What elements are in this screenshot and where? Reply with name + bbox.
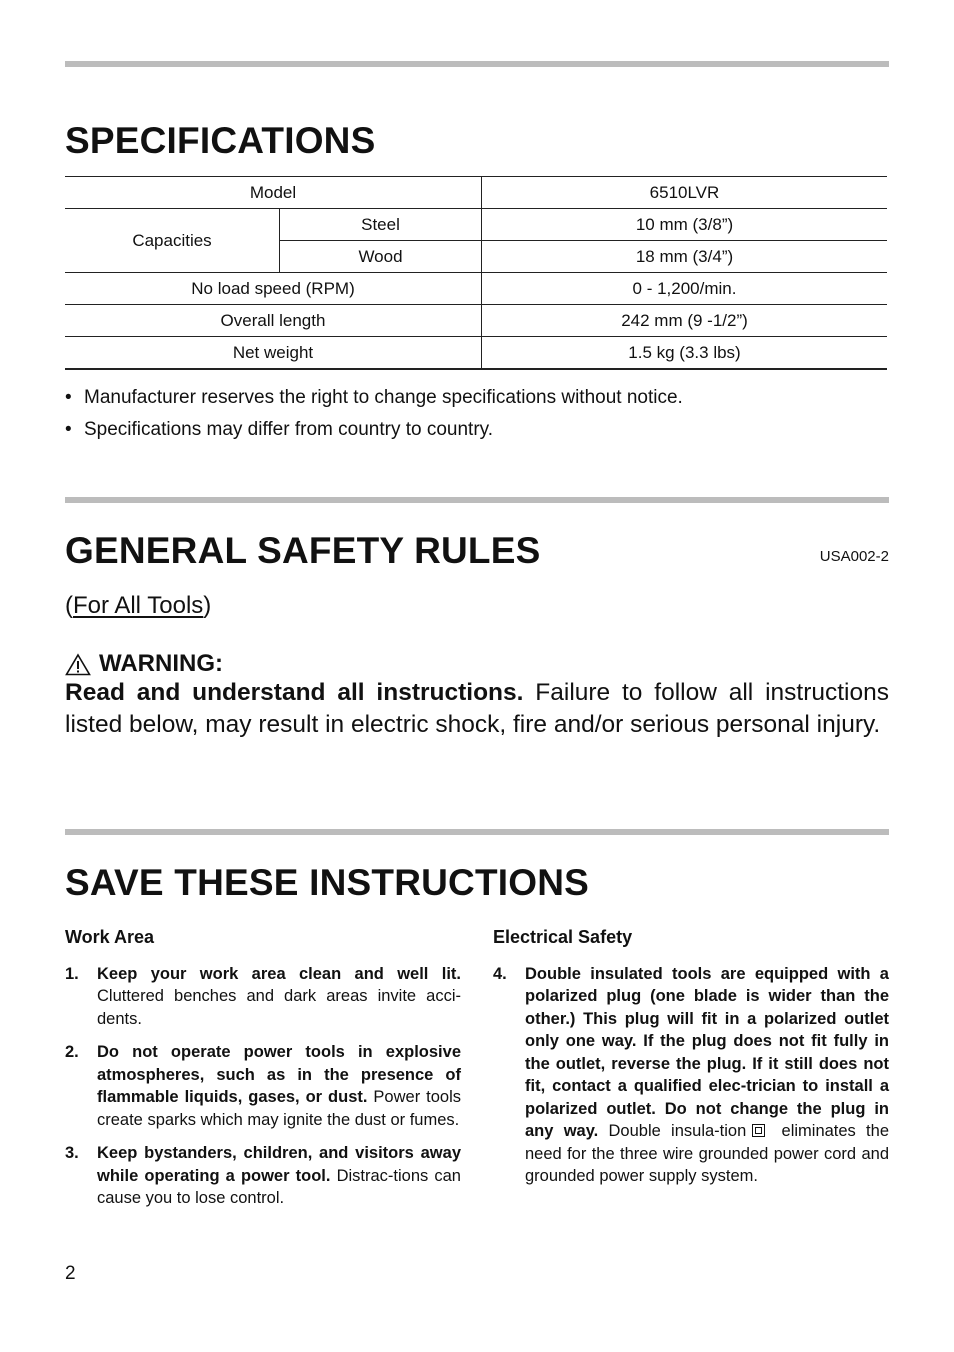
item-body: Power tools create sparks which may ignite the dust or fumes. <box>97 1088 461 1129</box>
warning-label: WARNING: <box>99 650 223 677</box>
weight-label: Net weight <box>65 337 482 370</box>
warning-lead: Read and understand all instructions. <box>65 679 524 706</box>
item-body: Cluttered benches and dark areas invite acci-dents. <box>97 987 461 1028</box>
speed-label: No load speed (RPM) <box>65 273 482 305</box>
item-body: Distrac-tions can cause you to lose control. <box>97 1166 461 1207</box>
note-text: Specifications may differ from country to country. <box>84 419 494 440</box>
specifications-title: SPECIFICATIONS <box>65 120 376 161</box>
item-body: eliminates the need for the three wire grounded power cord and grounded power supply system. <box>525 1122 889 1185</box>
section-divider <box>65 497 889 503</box>
electrical-safety-column <box>493 926 889 1199</box>
section-divider <box>65 61 889 67</box>
item-text <box>97 963 461 1031</box>
item-bold: Double insulated tools are equipped with a polarized plug (one blade is wider than the other.) This plug will fit in a polarized outlet only one way. If the plug does not fit fully in the outlet, reverse the plug. If it still does not fit, contact a qualified elec-trician to install a polarized outlet. Do not change the plug in any way. <box>525 964 889 1140</box>
item-number: 1. <box>65 964 79 983</box>
steel-value: 10 mm (3/8”) <box>482 209 888 241</box>
paren-open: ( <box>65 592 73 619</box>
electrical-safety-heading: Electrical Safety <box>493 927 633 947</box>
work-area-heading: Work Area <box>65 927 155 947</box>
list-item <box>65 963 461 1031</box>
warning-triangle-icon <box>65 653 91 676</box>
item-text <box>97 1041 461 1131</box>
table-row <box>65 305 887 337</box>
wood-label: Wood <box>280 241 482 273</box>
bullet-mark: • <box>65 419 72 440</box>
note-text: Manufacturer reserves the right to change specifications without notice. <box>84 387 683 408</box>
save-instructions-title: SAVE THESE INSTRUCTIONS <box>65 862 590 903</box>
list-item <box>65 1142 461 1210</box>
subtitle-text: For All Tools <box>73 592 204 619</box>
warning-heading <box>65 650 223 678</box>
item-bold: Keep bystanders, children, and visitors away while operating a power tool. <box>97 1144 461 1185</box>
model-value: 6510LVR <box>482 177 888 209</box>
work-area-column <box>65 926 461 1221</box>
specification-notes <box>65 386 683 450</box>
document-code: USA002-2 <box>819 548 889 565</box>
list-item <box>65 418 683 450</box>
item-text <box>97 1142 461 1210</box>
item-number: 2. <box>65 1043 79 1061</box>
item-bold: Do not operate power tools in explosive atmospheres, such as in the presence of flammable liquids, gases, or dust. <box>97 1043 461 1106</box>
list-item <box>65 386 683 418</box>
item-number: 3. <box>65 1144 79 1162</box>
speed-value: 0 - 1,200/min. <box>482 273 888 305</box>
wood-value: 18 mm (3/4”) <box>482 241 888 273</box>
bullet-mark: • <box>65 387 72 408</box>
length-value: 242 mm (9 -1/2”) <box>482 305 888 337</box>
item-text <box>525 963 889 1188</box>
general-safety-title: GENERAL SAFETY RULES <box>65 530 541 571</box>
item-body: Double insula-tion <box>598 1122 747 1140</box>
warning-text: Failure to follow all instructions listed below, may result in electric shock, fire and/or serious personal injury. <box>65 679 889 738</box>
weight-value: 1.5 kg (3.3 lbs) <box>482 337 888 370</box>
item-bold: Keep your work area clean and well lit. <box>97 964 461 983</box>
double-insulation-icon <box>752 1124 765 1137</box>
section-divider <box>65 829 889 835</box>
table-row <box>65 337 887 370</box>
item-number: 4. <box>493 964 507 983</box>
capacities-label: Capacities <box>65 209 280 273</box>
model-label: Model <box>65 177 482 209</box>
subtitle <box>65 592 211 620</box>
specifications-table <box>65 176 887 370</box>
table-row <box>65 177 887 209</box>
table-row <box>65 273 887 305</box>
list-item <box>65 1041 461 1131</box>
list-item <box>493 963 889 1188</box>
paren-close: ) <box>203 592 212 619</box>
table-row <box>65 209 887 241</box>
length-label: Overall length <box>65 305 482 337</box>
page-number: 2 <box>65 1263 76 1284</box>
steel-label: Steel <box>280 209 482 241</box>
warning-paragraph <box>65 677 889 741</box>
